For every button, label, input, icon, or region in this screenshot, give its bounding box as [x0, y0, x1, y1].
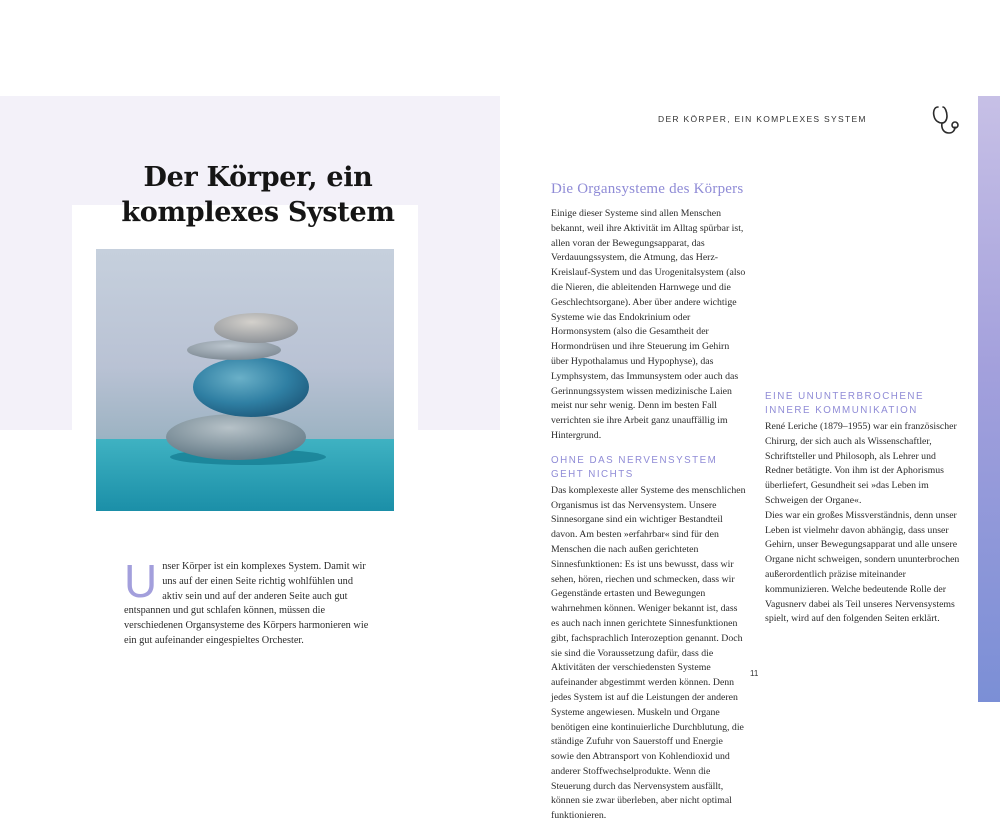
- body-paragraph: René Leriche (1879–1955) war ein französischer Chirurg, der sich auch als Wissenschaftler, Schriftsteller und Philosoph, als Lehrer und Redner betätigte. Von ihm ist der Aphorismus überliefert, Gesundheit sei »das Leben im Schweigen der Organe«.: [765, 421, 957, 506]
- body-paragraph: Einige dieser Systeme sind allen Menschen bekannt, weil ihre Aktivität im Alltag spürbar ist, allen voran der Bewegungsapparat, das Verdauungssystem, die Atmung, das Herz-Kreislauf-System und das Urogenitalsystem (also die Nieren, die ableitenden Harnwege und die Geschlechtsorgane). Aber über andere wichtige Systeme wie das Endokrinium oder Hormonsystem (also die Gesamtheit der Hormondrüsen und ihre Steuerung im Gehirn über Hypothalamus und Hypophyse), das Lymphsystem, das Immunsystem oder auch das Gerinnungssystem wissen medizinische Laien meist nur sehr wenig. Denn im besten Fall verrichten sie ihre Arbeit ganz unauffällig im Hintergrund.: [551, 208, 746, 441]
- page-title: Der Körper, ein komplexes System: [121, 162, 395, 228]
- text-column-1: [551, 180, 747, 824]
- stone-stack-photo: [96, 249, 394, 511]
- section-title: Die Organsysteme des Körpers: [551, 181, 744, 197]
- text-column-2: [765, 180, 961, 627]
- page-number: 11: [750, 669, 759, 678]
- page-edge-bar: [978, 96, 1000, 702]
- intro-text: nser Körper ist ein komplexes System. Damit wir uns auf der einen Seite richtig wohlfühlen und aktiv sein und auf der anderen Seite auch gut entspannen und gut schlafen können, müssen die verschiedenen Organsysteme des Körpers harmonieren wie ein gut aufeinander eingespieltes Orchester.: [124, 561, 369, 646]
- body-paragraph: Dies war ein großes Missverständnis, denn unser Leben ist vielmehr davon abhängig, dass unser Gehirn, unser Bewegungsapparat und alle unsere Organe nicht schweigen, sondern ununterbrochen außerordentlich präzise miteinander kommunizieren. Welche bedeutende Rolle der Vagusnerv dabei als Teil unseres Nervensystems spielt, wird auf den folgenden Seiten erklärt.: [765, 509, 960, 625]
- intro-paragraph: [124, 555, 374, 649]
- drop-cap: U: [124, 555, 158, 607]
- subheading: OHNE DAS NERVENSYSTEM GEHT NICHTS: [551, 454, 718, 480]
- running-head: DER KÖRPER, EIN KOMPLEXES SYSTEM: [658, 114, 867, 124]
- subheading: EINE UNUNTERBROCHENE INNERE KOMMUNIKATION: [765, 391, 925, 416]
- stethoscope-icon: [928, 104, 962, 138]
- body-paragraph: Das komplexeste aller Systeme des menschlichen Organismus ist das Nervensystem. Unsere Sinnesorgane sind ein wichtiger Bestandteil davon. Am besten »erfahrbar« sind für den Menschen die nach außen gerichteten Sinnesfunktionen: Es ist uns bewusst, dass wir sehen, hören, riechen und schmecken, dass wir Gegenstände ertasten und Bewegungen wahrnehmen können. Weniger bekannt ist, dass es auch nach innen gerichtete Sinnesfunktionen gibt, fachsprachlich Interozeption genannt. Doch sie sind die Voraussetzung dafür, dass die Aktivitäten der verschiedensten Systeme aufeinander abgestimmt werden können. Denn jedes System ist auf die Leistungen der anderen Systeme angewiesen. Muskeln und Organe benötigen eine kontinuierliche Durchblutung, die ständige Zufuhr von Sauerstoff und Energie sowie den Abtransport von Kohlendioxid und anderer Stoffwechselprodukte. Wenn die Steuerung durch das Nervensystem ausfällt, können sie zwar überleben, aber nicht optimal funktionieren.: [551, 484, 746, 822]
